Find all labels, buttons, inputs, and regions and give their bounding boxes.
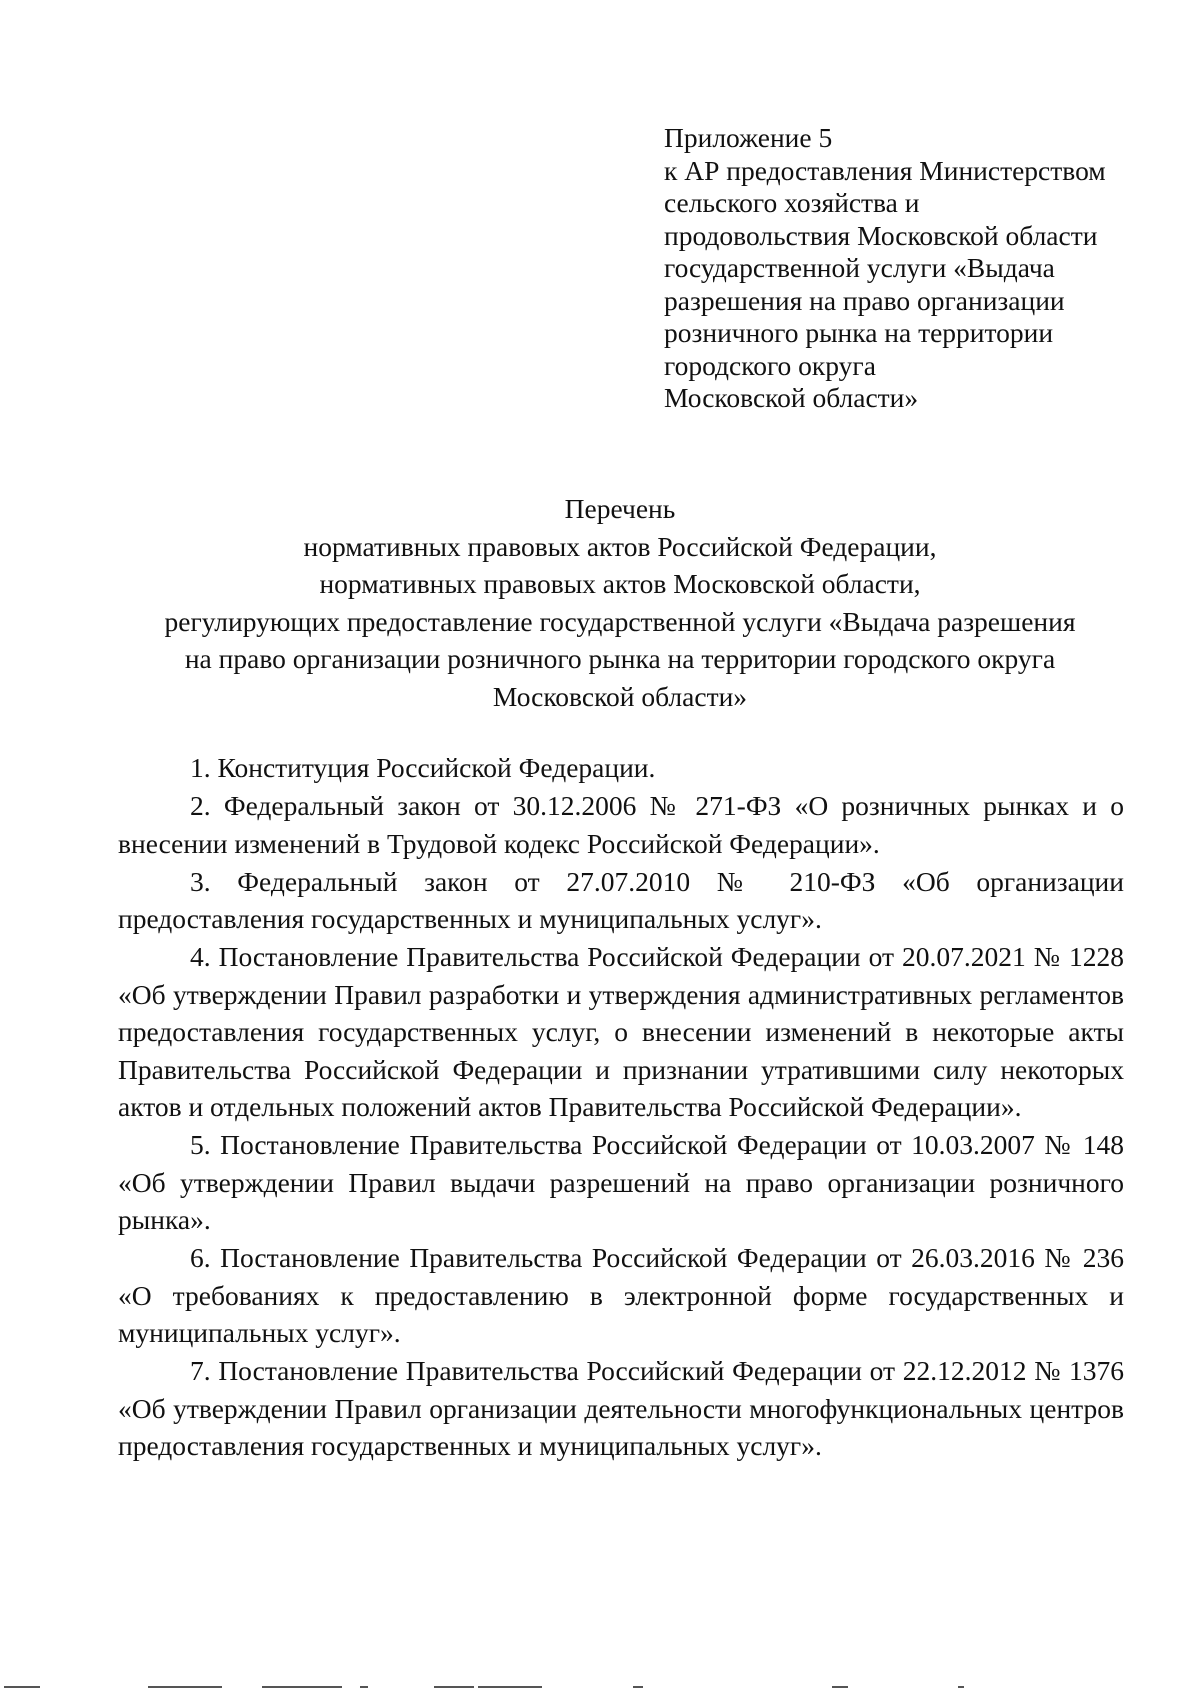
list-item-2: 2. Федеральный закон от 30.12.2006 № 271-ФЗ «О розничных рынках и о внесении изменений в Трудовой кодекс Российской Федерации».: [118, 790, 1124, 859]
appendix-line: разрешения на право организации: [664, 284, 1065, 316]
scan-mark: [434, 1686, 474, 1688]
list-item-3: 3. Федеральный закон от 27.07.2010 № 210-ФЗ «Об организации предоставления государственных и муниципальных услуг».: [118, 865, 1124, 934]
title-line: нормативных правовых актов Российской Федерации,: [303, 530, 937, 562]
appendix-line: розничного рынка на территории: [664, 317, 1054, 348]
document-title: [110, 490, 1130, 715]
title-line: на право организации розничного рынка на территории городского округа: [184, 643, 1056, 674]
scan-mark: [633, 1686, 643, 1688]
appendix-line: Приложение 5: [664, 122, 833, 153]
appendix-line: городского округа: [664, 349, 876, 381]
appendix-line: к АР предоставления Министерством: [664, 154, 1106, 186]
list-item-6: 6. Постановление Правительства Российской Федерации от 26.03.2016 № 236 «О требованиях к предоставлению в электронной форме государственных и муниципальных услуг».: [118, 1242, 1124, 1348]
scan-mark: [360, 1686, 368, 1688]
appendix-line: продовольствия Московской области: [664, 219, 1098, 251]
scan-artifacts: [0, 1684, 1200, 1692]
list-item-5: 5. Постановление Правительства Российской Федерации от 10.03.2007 № 148 «Об утверждении Правил выдачи разрешений на право организации розничного рынка».: [118, 1129, 1124, 1235]
title-line: Московской области»: [492, 680, 748, 712]
title-line: нормативных правовых актов Московской области,: [319, 568, 921, 599]
title-heading: Перечень: [564, 493, 676, 524]
scan-mark: [4, 1686, 40, 1688]
list-item-1: 1. Конституция Российской Федерации.: [190, 752, 656, 783]
appendix-line: государственной услуги «Выдача: [664, 252, 1055, 283]
scan-mark: [148, 1686, 222, 1688]
scan-mark: [832, 1686, 848, 1688]
title-line: регулирующих предоставление государственной услуги «Выдача разрешения: [164, 605, 1076, 637]
appendix-line: сельского хозяйства и: [664, 187, 920, 218]
scan-mark: [958, 1686, 964, 1688]
list-item-4: 4. Постановление Правительства Российской Федерации от 20.07.2021 № 1228 «Об утверждении Правил разработки и утверждения административных регламентов предоставления государственных услуг, о внесении изменений в некоторые акты Правительства Российской Федерации и признании утратившими силу некоторых актов и отдельных положений актов Правительства Российской Федерации».: [118, 941, 1124, 1122]
list-item-7: 7. Постановление Правительства Российский Федерации от 22.12.2012 № 1376 «Об утверждении Правил организации деятельности многофункциональных центров предоставления государственных и муниципальных услуг».: [118, 1355, 1124, 1461]
scan-mark: [478, 1686, 542, 1688]
scan-mark: [262, 1686, 342, 1688]
appendix-header: [664, 122, 1134, 415]
acts-list: [118, 749, 1124, 1465]
appendix-line: Московской области»: [664, 382, 919, 413]
